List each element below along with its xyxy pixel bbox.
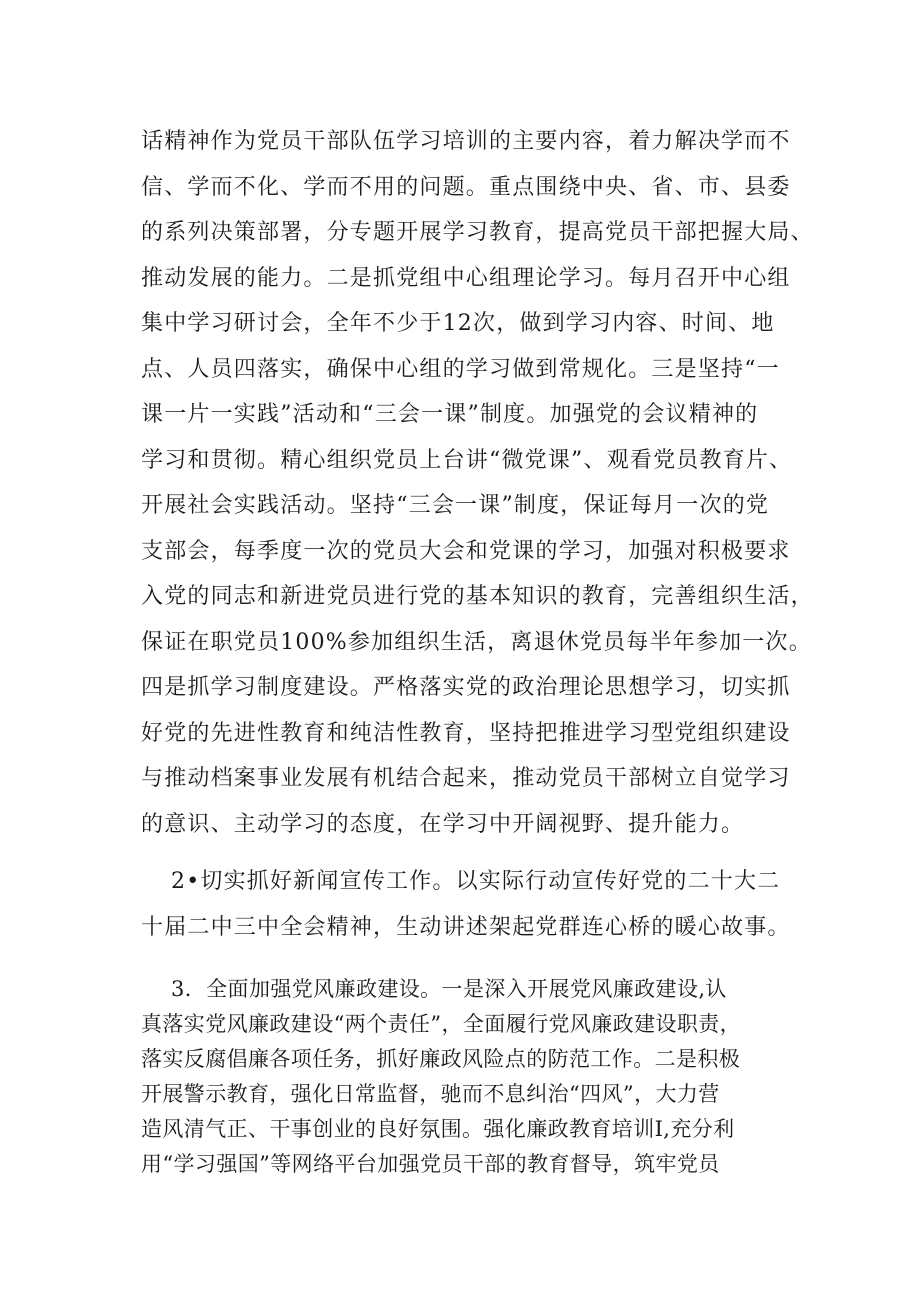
paragraph-line: 十届二中三中全会精神，生动讲述架起党群连心桥的暖心故事。: [141, 915, 791, 940]
paragraph-line: 用“学习强国”等网络平台加强党员干部的教育督导，筑牢党员: [141, 1152, 720, 1176]
paragraph-line: 3．全面加强党风廉政建设。一是深入开展党风廉政建设,认: [171, 977, 727, 1001]
paragraph-line: 2•切实抓好新闻宣传工作。以实际行动宣传好党的二十大二: [171, 869, 781, 894]
paragraph-line: 点、人员四落实，确保中心组的学习做到常规化。三是坚持“一: [141, 357, 780, 382]
paragraph-line: 保证在职党员100%参加组织生活，离退休党员每半年参加一次。: [141, 630, 812, 655]
paragraph-line: 真落实党风廉政建设“两个责任”，全面履行党风廉政建设职责，: [141, 1012, 742, 1036]
paragraph-line: 与推动档案事业发展有机结合起来，推动党员干部树立自觉学习: [141, 766, 791, 791]
paragraph-line: 的系列决策部署，分专题开展学习教育，提高党员干部把握大局、: [141, 220, 814, 245]
paragraph-line: 入党的同志和新进党员进行党的基本知识的教育，完善组织生活，: [141, 584, 814, 609]
paragraph-line: 课一片一实践”活动和“三会一课”制度。加强党的会议精神的: [141, 402, 759, 427]
paragraph-line: 开展社会实践活动。坚持“三会一课”制度，保证每月一次的党: [141, 493, 770, 518]
paragraph-line: 的意识、主动学习的态度，在学习中开阔视野、提升能力。: [141, 812, 745, 837]
paragraph-line: 话精神作为党员干部队伍学习培训的主要内容，着力解决学而不: [141, 129, 791, 154]
paragraph-line: 四是抓学习制度建设。严格落实党的政治理论思想学习，切实抓: [141, 675, 791, 700]
paragraph-line: 信、学而不化、学而不用的问题。重点围绕中央、省、市、县委: [141, 175, 791, 200]
paragraph-line: 开展警示教育，强化日常监督，驰而不息纠治“四风”，大力营: [141, 1082, 720, 1106]
paragraph-line: 学习和贯彻。精心组织党员上台讲“微党课”、观看党员教育片、: [141, 448, 793, 473]
paragraph-line: 落实反腐倡廉各项任务，抓好廉政风险点的防范工作。二是积极: [141, 1047, 741, 1071]
paragraph-line: 集中学习研讨会，全年不少于12次，做到学习内容、时间、地: [141, 311, 775, 336]
paragraph-line: 好党的先进性教育和纯洁性教育，坚持把推进学习型党组织建设: [141, 721, 791, 746]
paragraph-line: 造风清气正、干事创业的良好氛围。强化廉政教育培训I,充分利: [141, 1117, 735, 1141]
paragraph-line: 支部会，每季度一次的党员大会和党课的学习，加强对积极要求: [141, 539, 791, 564]
paragraph-line: 推动发展的能力。二是抓党组中心组理论学习。每月召开中心组: [141, 266, 791, 291]
